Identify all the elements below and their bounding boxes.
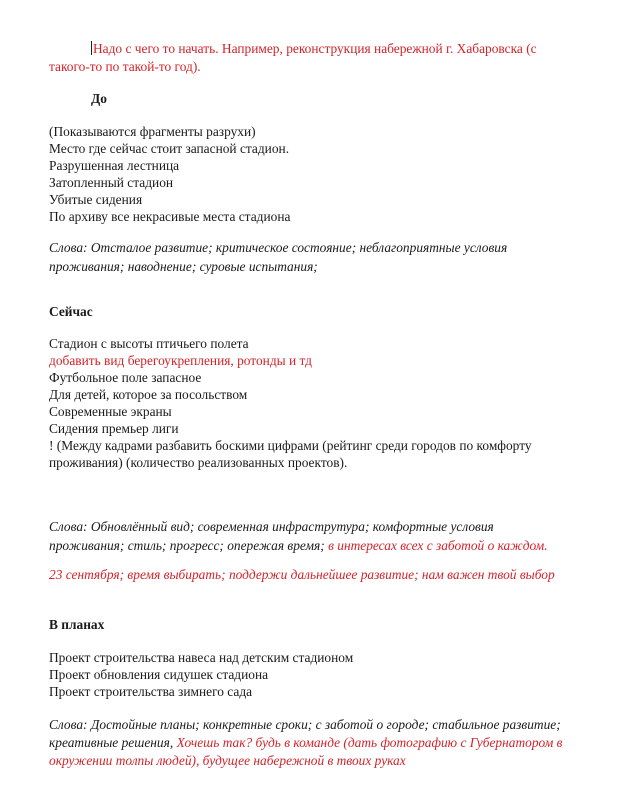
before-item: Убитые сидения xyxy=(49,192,143,207)
now-note-line-1: ! (Между кадрами разбавить боскими цифрами (рейтинг среди городов по комфорту xyxy=(49,438,532,453)
text-cursor xyxy=(91,41,92,55)
plans-list xyxy=(49,649,353,700)
now-item: Современные экраны xyxy=(49,404,172,419)
before-item: Затопленный стадион xyxy=(49,175,174,190)
now-item-highlight: добавить вид берегоукрепления, ротонды и тд xyxy=(49,353,312,368)
words-now-line-2: проживания; стиль; прогресс; опережая время; xyxy=(49,538,325,553)
words-now-line-2-highlight: в интересах всех с заботой о каждом. xyxy=(324,538,548,553)
before-item: Разрушенная лестница xyxy=(49,158,180,173)
words-now-line-1: Слова: Обновлённый вид; современная инфраструтура; комфортные условия xyxy=(49,519,494,534)
before-item: (Показываются фрагменты разрухи) xyxy=(49,124,256,139)
heading-before: До xyxy=(91,91,107,106)
words-plans-line-2-highlight: Хочешь так? будь в команде (дать фотографию с Губернатором в xyxy=(176,735,563,750)
intro-paragraph xyxy=(49,40,609,76)
before-list xyxy=(49,123,290,225)
words-plans-line-1: Слова: Достойные планы; конкретные сроки; с заботой о городе; стабильное развитие; xyxy=(49,717,561,732)
words-now xyxy=(49,517,619,555)
words-plans-line-3: окружении толпы людей), будущее набережной в твоих руках xyxy=(49,753,406,768)
before-item: По архиву все некрасивые места стадиона xyxy=(49,209,291,224)
now-item: Сидения премьер лиги xyxy=(49,421,179,436)
now-list xyxy=(49,335,619,471)
plans-item: Проект обновления сидушек стадиона xyxy=(49,667,269,682)
intro-line-1: Надо с чего то начать. Например, реконструкция набережной г. Хабаровска (с xyxy=(93,41,537,56)
slogan: 23 сентября; время выбирать; поддержи дальнейшее развитие; нам важен твой выбор xyxy=(49,567,555,582)
words-before xyxy=(49,238,609,276)
intro-line-2: такого-то по такой-то год). xyxy=(49,59,201,74)
plans-item: Проект строительства зимнего сада xyxy=(49,684,253,699)
now-item: Футбольное поле запасное xyxy=(49,370,202,385)
now-item: Стадион с высоты птичьего полета xyxy=(49,336,249,351)
words-before-line-1: Слова: Отсталое развитие; критическое состояние; неблагоприятные условия xyxy=(49,240,508,255)
now-note-line-2: проживания) (количество реализованных проектов). xyxy=(49,455,348,470)
words-plans xyxy=(49,716,624,770)
words-plans-line-2: креативные решения, xyxy=(49,735,177,750)
now-item: Для детей, которое за посольством xyxy=(49,387,248,402)
words-before-line-2: проживания; наводнение; суровые испытания; xyxy=(49,259,318,274)
plans-item: Проект строительства навеса над детским стадионом xyxy=(49,650,354,665)
heading-plans: В планах xyxy=(49,617,105,632)
heading-now: Сейчас xyxy=(49,304,93,319)
before-item: Место где сейчас стоит запасной стадион. xyxy=(49,141,290,156)
